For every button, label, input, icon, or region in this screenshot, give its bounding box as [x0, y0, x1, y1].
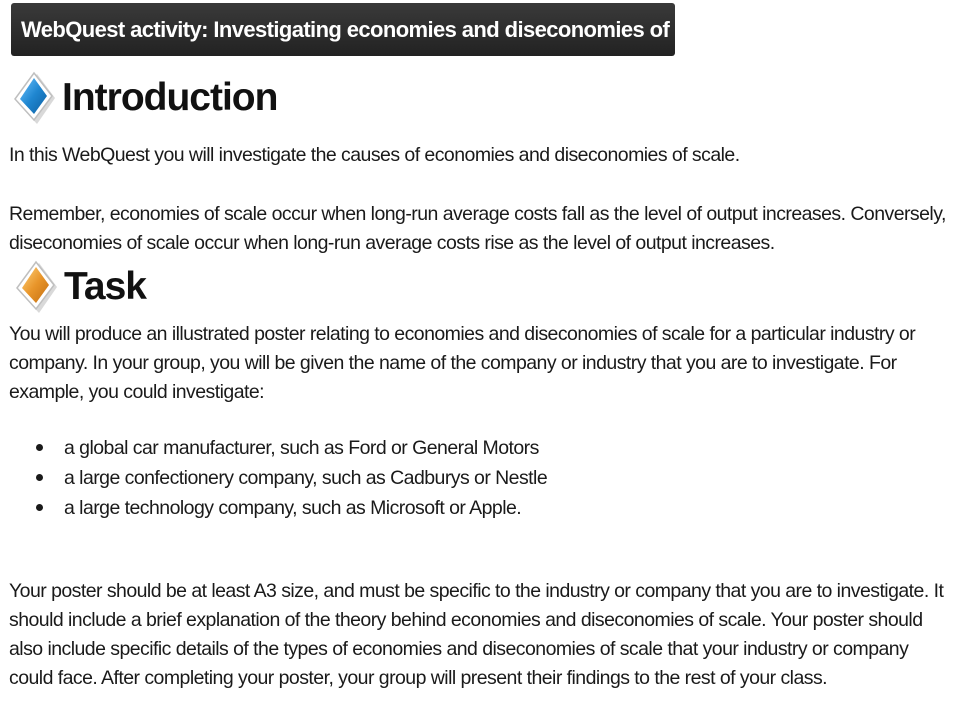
task-heading	[14, 259, 146, 315]
list-item	[36, 433, 547, 463]
task-closing-paragraph: Your poster should be at least A3 size, and must be specific to the industry or company that you are to investigate. It should include a brief explanation of the theory behind economies and diseconomies of scale. Your poster should also include specific details of the types of economies and diseconomies of scale that your industry or company could face. After completing your poster, your group will present their findings to the rest of your class.	[9, 580, 944, 689]
list-item	[36, 493, 547, 523]
page-title: WebQuest activity: Investigating economies and diseconomies of scale	[21, 16, 727, 42]
task-heading-text: Task	[64, 265, 146, 308]
list-item	[36, 463, 547, 493]
bullet-icon	[36, 504, 43, 511]
list-item-text: a large technology company, such as Microsoft or Apple.	[64, 497, 522, 519]
bullet-icon	[36, 474, 43, 481]
intro-paragraph-1: In this WebQuest you will investigate the causes of economies and diseconomies of scale.	[9, 144, 740, 166]
intro-paragraph-2: Remember, economies of scale occur when long-run average costs fall as the level of output increases. Conversely, diseconomies of scale occur when long-run average costs rise as the level of output increases.	[9, 203, 946, 254]
example-list	[36, 433, 547, 523]
orange-diamond-icon	[14, 259, 58, 315]
list-item-text: a global car manufacturer, such as Ford or General Motors	[64, 437, 539, 459]
task-intro-paragraph: You will produce an illustrated poster relating to economies and diseconomies of scale for a particular industry or company. In your group, you will be given the name of the company or industry that you are to investigate. For example, you could investigate:	[9, 323, 916, 403]
bullet-icon	[36, 444, 43, 451]
blue-diamond-icon	[12, 70, 56, 126]
list-item-text: a large confectionery company, such as Cadburys or Nestle	[64, 467, 548, 489]
introduction-heading	[12, 70, 277, 126]
introduction-heading-text: Introduction	[62, 76, 278, 119]
title-bar	[11, 3, 727, 56]
